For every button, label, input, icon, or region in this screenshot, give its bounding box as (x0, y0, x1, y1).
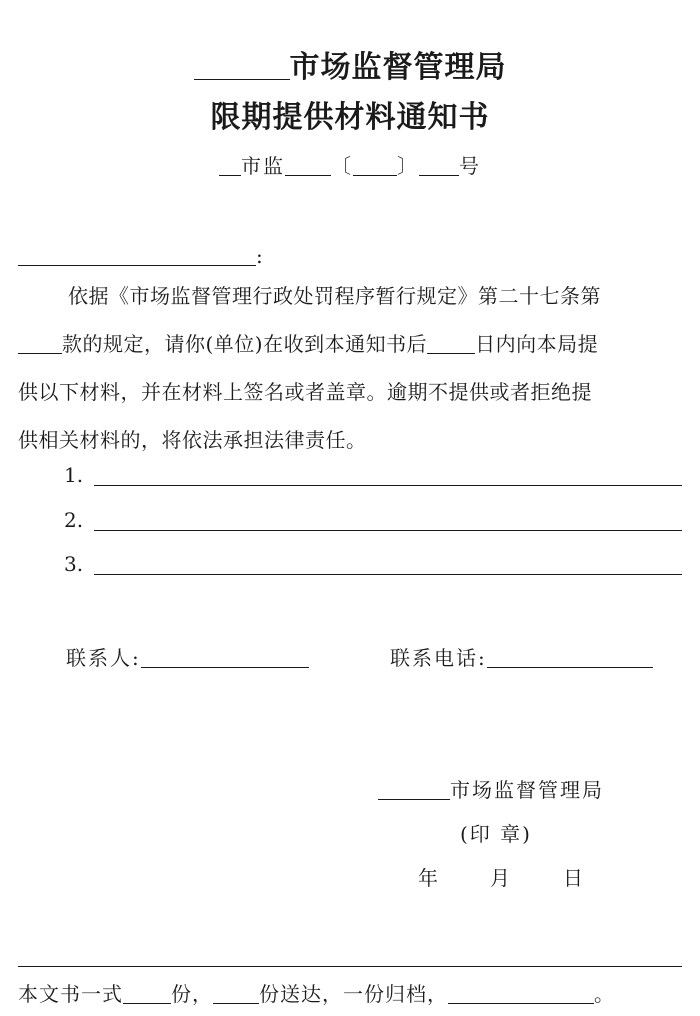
contact-person-label: 联系人: (66, 646, 141, 670)
footer-part-1: 本文书一式 (18, 982, 123, 1006)
authority-suffix: 市场监督管理局 (289, 50, 507, 85)
addressee-blank (18, 245, 256, 266)
addressee-colon: : (256, 244, 263, 268)
body-line-2 (18, 320, 683, 368)
contact-person-blank (141, 647, 309, 668)
material-item-3-line (94, 574, 682, 575)
docno-city-label: 市监 (241, 154, 285, 178)
document-title: 限期提供材料通知书 (210, 100, 490, 135)
authority-title (0, 42, 700, 86)
body-line-1 (18, 272, 683, 320)
clause-number-blank (18, 333, 62, 354)
docno-bracket-close: 〕 (397, 154, 419, 178)
contact-person (66, 642, 309, 671)
docno-city-blank (219, 155, 241, 176)
footer-part-2: 份， (171, 982, 213, 1006)
footer-part-3: 份送达，一份归档， (259, 982, 448, 1006)
signature-authority (378, 774, 604, 803)
body-line-1-text: 依据《市场监督管理行政处罚程序暂行规定》第二十七条第 (68, 284, 601, 308)
date-year: 年 (418, 866, 440, 890)
body-line-2-text-a: 款的规定，请你(单位)在收到本通知书后 (62, 332, 428, 356)
footer-archive-blank (448, 983, 594, 1004)
body-paragraph (18, 272, 683, 464)
addressee-line (18, 244, 263, 268)
body-line-3-text: 供以下材料，并在材料上签名或者盖章。逾期不提供或者拒绝提 (18, 380, 592, 404)
signature-authority-blank (378, 779, 450, 800)
date-day: 日 (563, 866, 585, 890)
footer-part-4: 。 (594, 982, 615, 1006)
footer-served-blank (213, 983, 259, 1004)
material-item-2-number: 2. (64, 508, 84, 532)
material-item-3-number: 3. (64, 552, 84, 576)
body-line-4-text: 供相关材料的，将依法承担法律责任。 (18, 428, 367, 452)
docno-year-blank (353, 155, 397, 176)
footer-divider (18, 966, 682, 967)
date-month: 月 (490, 866, 512, 890)
body-line-3 (18, 368, 683, 416)
contact-phone (390, 642, 653, 671)
material-item-2-line (94, 530, 682, 531)
seal-label: (印 章) (460, 822, 532, 846)
authority-name-blank (194, 49, 290, 80)
docno-prefix-blank (285, 155, 331, 176)
contact-phone-label: 联系电话: (390, 646, 487, 670)
docno-bracket-open: 〔 (331, 154, 353, 178)
docno-serial-blank (419, 155, 459, 176)
days-blank (427, 333, 475, 354)
footer-copies-blank (123, 983, 171, 1004)
material-item-1-line (94, 485, 682, 486)
footer-text (18, 978, 615, 1007)
contact-phone-blank (487, 647, 653, 668)
signature-authority-suffix: 市场监督管理局 (450, 778, 604, 802)
body-line-2-text-b: 日内向本局提 (475, 332, 599, 356)
body-line-4 (18, 416, 683, 464)
material-item-1-number: 1. (64, 463, 84, 487)
docno-suffix: 号 (459, 154, 481, 178)
document-number (0, 150, 700, 179)
